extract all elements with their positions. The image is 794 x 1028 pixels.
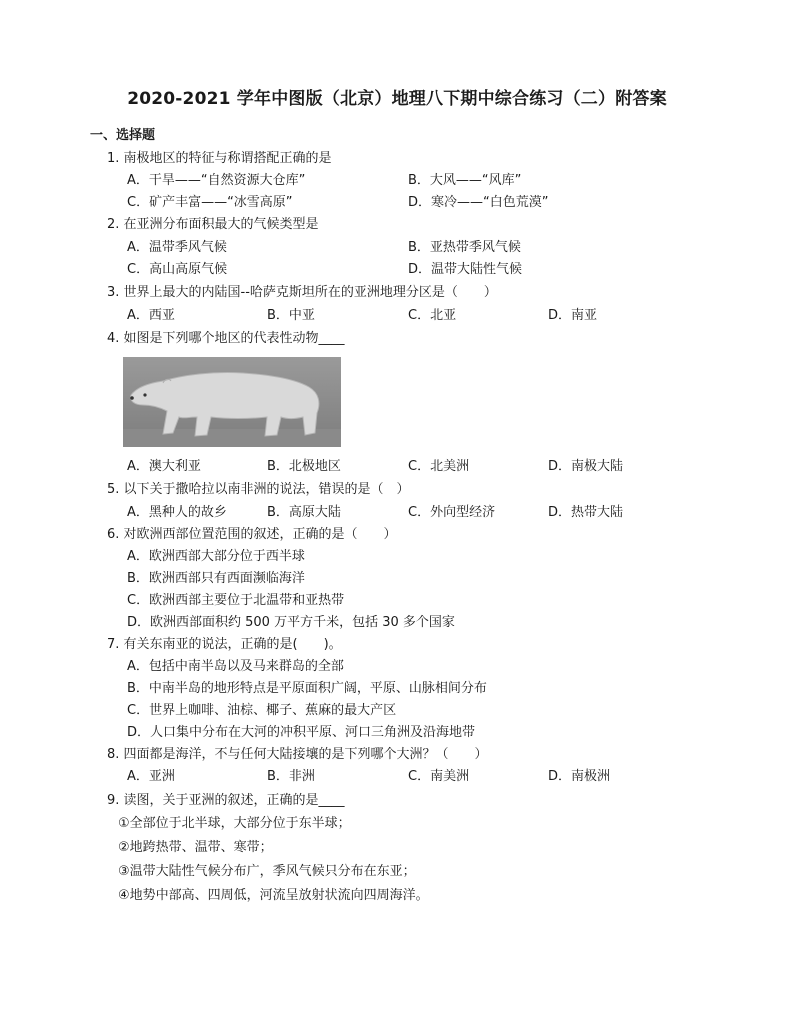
question-3-stem: 3. 世界上最大的内陆国--哈萨克斯坦所在的亚洲地理分区是（ ） (107, 285, 497, 300)
question-8-option-b[interactable]: B．非洲 (267, 769, 315, 784)
question-3-option-a[interactable]: A．西亚 (127, 308, 175, 323)
question-1-option-d[interactable]: D．寒冷——“白色荒漠” (408, 195, 549, 210)
question-1-option-c[interactable]: C．矿产丰富——“冰雪高原” (127, 195, 293, 210)
question-2-option-b[interactable]: B．亚热带季风气候 (408, 240, 521, 255)
question-7-option-b[interactable]: B．中南半岛的地形特点是平原面积广阔，平原、山脉相间分布 (127, 681, 487, 696)
question-8-option-d[interactable]: D．南极洲 (548, 769, 611, 784)
question-2-option-a[interactable]: A．温带季风气候 (127, 240, 227, 255)
question-2-option-c[interactable]: C．高山高原气候 (127, 262, 228, 277)
question-6-option-c[interactable]: C．欧洲西部主要位于北温带和亚热带 (127, 593, 345, 608)
question-7-stem: 7. 有关东南亚的说法，正确的是( )。 (107, 637, 342, 652)
question-6-option-b[interactable]: B．欧洲西部只有西面濒临海洋 (127, 571, 305, 586)
question-8-option-c[interactable]: C．南美洲 (408, 769, 470, 784)
question-7-option-d[interactable]: D．人口集中分布在大河的冲积平原、河口三角洲及沿海地带 (127, 725, 476, 740)
question-3-option-b[interactable]: B．中亚 (267, 308, 315, 323)
question-4-option-a[interactable]: A．澳大利亚 (127, 459, 201, 474)
question-1-stem: 1. 南极地区的特征与称谓搭配正确的是 (107, 151, 332, 166)
question-1-option-b[interactable]: B．大风——“风库” (408, 173, 522, 188)
question-8-stem: 8. 四面都是海洋，不与任何大陆接壤的是下列哪个大洲？（ ） (107, 747, 488, 762)
section-heading: 一、选择题 (90, 128, 156, 143)
polar-bear-icon (123, 357, 341, 447)
question-6-stem: 6. 对欧洲西部位置范围的叙述，正确的是（ ） (107, 527, 397, 542)
question-5-option-d[interactable]: D．热带大陆 (548, 505, 624, 520)
question-9-statement-2: ②地跨热带、温带、寒带； (118, 840, 273, 855)
question-5-option-a[interactable]: A．黑种人的故乡 (127, 505, 227, 520)
question-3-option-d[interactable]: D．南亚 (548, 308, 598, 323)
question-4-stem: 4. 如图是下列哪个地区的代表性动物____ (107, 331, 345, 346)
question-5-option-b[interactable]: B．高原大陆 (267, 505, 341, 520)
question-4-option-c[interactable]: C．北美洲 (408, 459, 470, 474)
question-9-statement-4: ④地势中部高、四周低，河流呈放射状流向四周海洋。 (118, 888, 429, 903)
question-8-option-a[interactable]: A．亚洲 (127, 769, 175, 784)
question-9-stem: 9. 读图，关于亚洲的叙述，正确的是____ (107, 793, 345, 808)
question-2-stem: 2. 在亚洲分布面积最大的气候类型是 (107, 217, 319, 232)
question-4-option-d[interactable]: D．南极大陆 (548, 459, 624, 474)
question-9-statement-3: ③温带大陆性气候分布广，季风气候只分布在东亚； (118, 864, 416, 879)
question-2-option-d[interactable]: D．温带大陆性气候 (408, 262, 523, 277)
question-7-option-c[interactable]: C．世界上咖啡、油棕、椰子、蕉麻的最大产区 (127, 703, 397, 718)
question-7-option-a[interactable]: A．包括中南半岛以及马来群岛的全部 (127, 659, 344, 674)
polar-bear-photo (123, 357, 341, 447)
question-3-option-c[interactable]: C．北亚 (408, 308, 457, 323)
page-title: 2020-2021 学年中图版（北京）地理八下期中综合练习（二）附答案 (127, 89, 667, 109)
question-6-option-d[interactable]: D．欧洲西部面积约 500 万平方千米，包括 30 多个国家 (127, 615, 455, 630)
question-4-option-b[interactable]: B．北极地区 (267, 459, 341, 474)
question-6-option-a[interactable]: A．欧洲西部大部分位于西半球 (127, 549, 305, 564)
question-5-option-c[interactable]: C．外向型经济 (408, 505, 496, 520)
question-9-statement-1: ①全部位于北半球，大部分位于东半球； (118, 816, 351, 831)
question-1-option-a[interactable]: A．干旱——“自然资源大仓库” (127, 173, 306, 188)
question-5-stem: 5. 以下关于撒哈拉以南非洲的说法，错误的是（ ） (107, 482, 410, 497)
